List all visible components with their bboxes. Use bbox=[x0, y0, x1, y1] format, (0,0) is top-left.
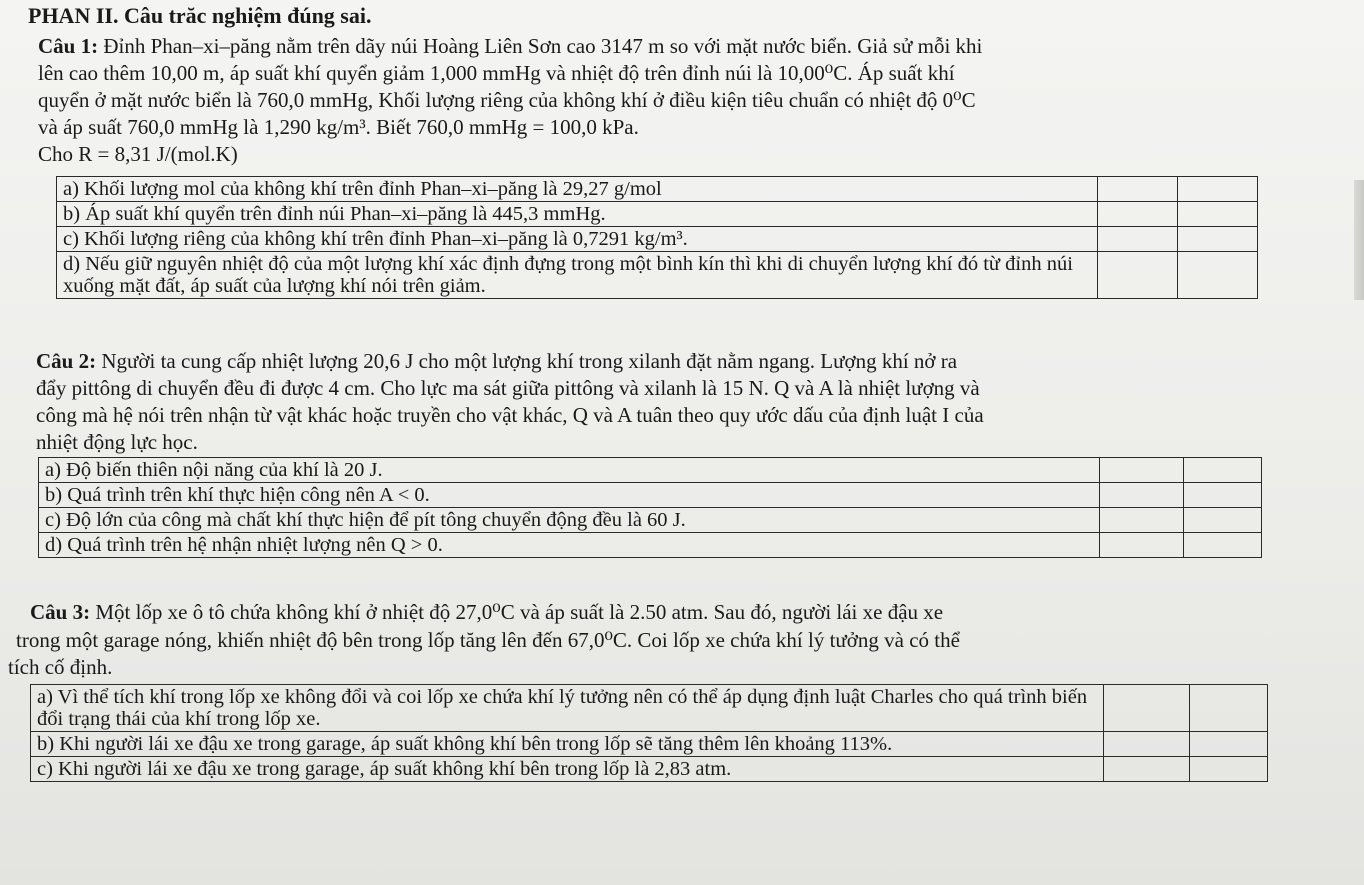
q2-false-cell-c[interactable] bbox=[1184, 508, 1262, 533]
q1-true-cell-d[interactable] bbox=[1098, 252, 1178, 299]
q1-statement-b: b) Áp suất khí quyển trên đỉnh núi Phan–xi–păng là 445,3 mmHg. bbox=[57, 202, 1098, 227]
q2-line-4: nhiệt động lực học. bbox=[36, 430, 198, 454]
section-title: PHAN II. Câu trăc nghiệm đúng sai. bbox=[28, 3, 372, 28]
q2-false-cell-b[interactable] bbox=[1184, 483, 1262, 508]
q1-row-a bbox=[57, 177, 1258, 202]
q1-true-cell-a[interactable] bbox=[1098, 177, 1178, 202]
q3-line-1: Câu 3: Một lốp xe ô tô chứa không khí ở nhiệt độ 27,0⁰C và áp suất là 2.50 atm. Sau đó, người lái xe đậu xe bbox=[30, 600, 944, 624]
q3-row-b bbox=[31, 732, 1268, 757]
q3-statement-a: a) Vì thể tích khí trong lốp xe không đổi và coi lốp xe chứa khí lý tưởng nên có thể áp dụng định luật Charles cho quá trình biến đổi trạng thái của khí trong lốp xe. bbox=[31, 685, 1104, 732]
q3-true-cell-a[interactable] bbox=[1104, 685, 1190, 732]
q2-statement-c: c) Độ lớn của công mà chất khí thực hiện để pít tông chuyển động đều là 60 J. bbox=[39, 508, 1100, 533]
q1-line-2: lên cao thêm 10,00 m, áp suất khí quyển giảm 1,000 mmHg và nhiệt độ trên đỉnh núi là 10,00⁰C. Áp suất khí bbox=[38, 61, 955, 85]
q1-false-cell-c[interactable] bbox=[1178, 227, 1258, 252]
q3-false-cell-b[interactable] bbox=[1190, 732, 1268, 757]
q3-false-cell-a[interactable] bbox=[1190, 685, 1268, 732]
q1-row-c bbox=[57, 227, 1258, 252]
q3-line-3: tích cố định. bbox=[8, 655, 113, 679]
q2-true-cell-c[interactable] bbox=[1100, 508, 1184, 533]
q2-statement-a: a) Độ biến thiên nội năng của khí là 20 J. bbox=[39, 458, 1100, 483]
q3-statement-c: c) Khi người lái xe đậu xe trong garage, áp suất không khí bên trong lốp là 2,83 atm. bbox=[31, 757, 1104, 782]
q2-label: Câu 2: bbox=[36, 349, 97, 373]
q1-statement-a: a) Khối lượng mol của không khí trên đỉnh Phan–xi–păng là 29,27 g/mol bbox=[57, 177, 1098, 202]
q2-line-3: công mà hệ nói trên nhận từ vật khác hoặc truyền cho vật khác, Q và A tuân theo quy ước dấu của định luật I của bbox=[36, 403, 984, 427]
q2-row-a bbox=[39, 458, 1262, 483]
q1-statement-c: c) Khối lượng riêng của không khí trên đỉnh Phan–xi–păng là 0,7291 kg/m³. bbox=[57, 227, 1098, 252]
q1-line-4: và áp suất 760,0 mmHg là 1,290 kg/m³. Biết 760,0 mmHg = 100,0 kPa. bbox=[38, 115, 639, 139]
q2-row-d bbox=[39, 533, 1262, 558]
q3-statement-b: b) Khi người lái xe đậu xe trong garage, áp suất không khí bên trong lốp sẽ tăng thêm lên khoảng 113%. bbox=[31, 732, 1104, 757]
q1-row-b bbox=[57, 202, 1258, 227]
q2-true-cell-d[interactable] bbox=[1100, 533, 1184, 558]
q2-statement-d: d) Quá trình trên hệ nhận nhiệt lượng nên Q > 0. bbox=[39, 533, 1100, 558]
q1-true-cell-c[interactable] bbox=[1098, 227, 1178, 252]
q1-line-5: Cho R = 8,31 J/(mol.K) bbox=[38, 142, 238, 166]
q2-table bbox=[38, 457, 1262, 558]
q1-label: Câu 1: bbox=[38, 34, 99, 58]
q3-true-cell-c[interactable] bbox=[1104, 757, 1190, 782]
q3-true-cell-b[interactable] bbox=[1104, 732, 1190, 757]
q2-line-1: Câu 2: Người ta cung cấp nhiệt lượng 20,6 J cho một lượng khí trong xilanh đặt nằm ngang. Lượng khí nở ra bbox=[36, 349, 958, 373]
q1-line-3: quyển ở mặt nước biển là 760,0 mmHg, Khối lượng riêng của không khí ở điều kiện tiêu chuẩn có nhiệt độ 0⁰C bbox=[38, 88, 976, 112]
q3-table bbox=[30, 684, 1268, 782]
q3-line-2: trong một garage nóng, khiến nhiệt độ bên trong lốp tăng lên đến 67,0⁰C. Coi lốp xe chứa khí lý tưởng và có thể bbox=[16, 628, 960, 652]
q3-label: Câu 3: bbox=[30, 600, 91, 624]
q1-true-cell-b[interactable] bbox=[1098, 202, 1178, 227]
q1-false-cell-b[interactable] bbox=[1178, 202, 1258, 227]
q2-true-cell-a[interactable] bbox=[1100, 458, 1184, 483]
q1-statement-d: d) Nếu giữ nguyên nhiệt độ của một lượng khí xác định đựng trong một bình kín thì khi di chuyển lượng khí đó từ đỉnh núi xuống mặt đất, áp suất của lượng khí nói trên giảm. bbox=[57, 252, 1098, 299]
q2-false-cell-a[interactable] bbox=[1184, 458, 1262, 483]
q1-line-1: Câu 1: Đỉnh Phan–xi–păng nằm trên dãy núi Hoàng Liên Sơn cao 3147 m so với mặt nước biển. Giả sử mỗi khi bbox=[38, 34, 983, 58]
q1-row-d bbox=[57, 252, 1258, 299]
page-edge-shadow bbox=[1354, 180, 1364, 300]
q3-row-c bbox=[31, 757, 1268, 782]
q3-row-a bbox=[31, 685, 1268, 732]
q1-false-cell-a[interactable] bbox=[1178, 177, 1258, 202]
q2-statement-b: b) Quá trình trên khí thực hiện công nên A < 0. bbox=[39, 483, 1100, 508]
q1-false-cell-d[interactable] bbox=[1178, 252, 1258, 299]
q2-row-b bbox=[39, 483, 1262, 508]
q2-row-c bbox=[39, 508, 1262, 533]
q2-true-cell-b[interactable] bbox=[1100, 483, 1184, 508]
q3-false-cell-c[interactable] bbox=[1190, 757, 1268, 782]
q1-table bbox=[56, 176, 1258, 299]
q2-false-cell-d[interactable] bbox=[1184, 533, 1262, 558]
q2-line-2: đẩy pittông di chuyển đều đi được 4 cm. Cho lực ma sát giữa pittông và xilanh là 15 N. Q và A là nhiệt lượng và bbox=[36, 376, 980, 400]
